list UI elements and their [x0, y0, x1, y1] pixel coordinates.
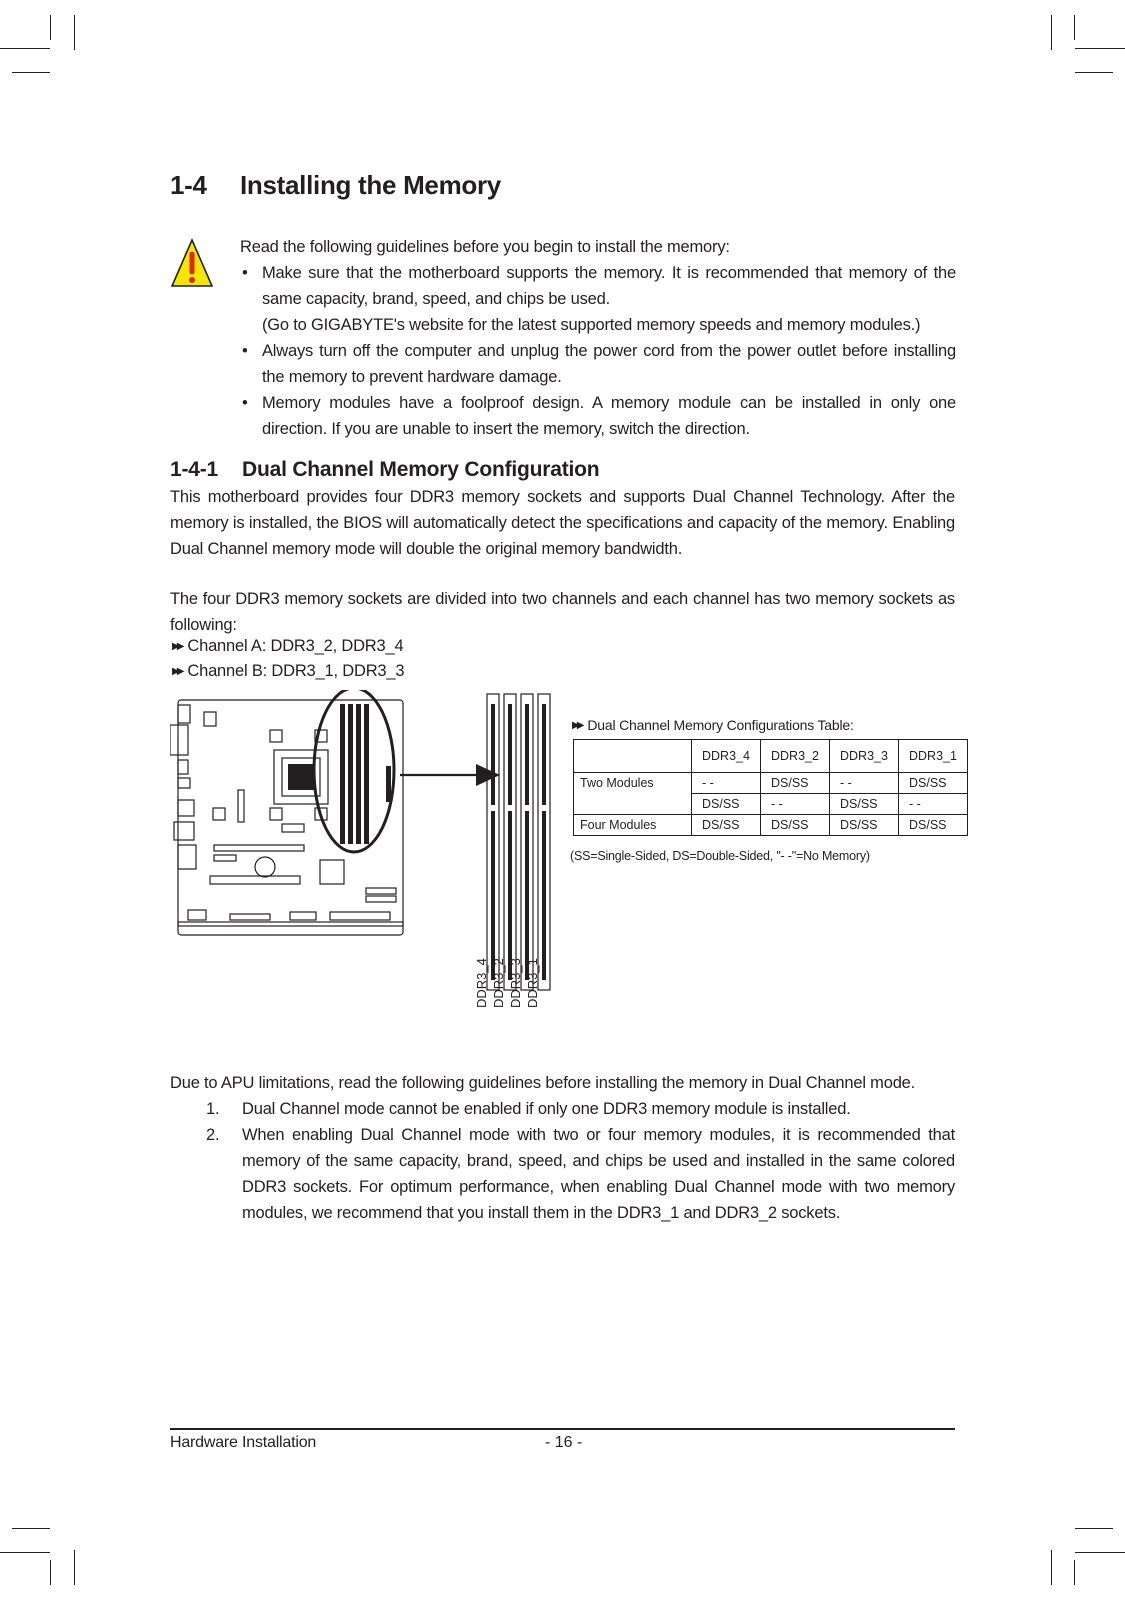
list-number: 2.	[206, 1126, 220, 1144]
channel-text: Channel B: DDR3_1, DDR3_3	[187, 662, 405, 680]
page-number: - 16 -	[545, 1434, 583, 1451]
body-paragraph: This motherboard provides four DDR3 memory sockets and supports Dual Channel Technology. After the memory is installed, the BIOS will automatically detect the specifications and capacity of the memory. Enabling Dual Channel memory mode will double the original memory bandwidth.	[170, 488, 955, 558]
crop-mark	[1074, 1560, 1075, 1585]
warning-intro: Read the following guidelines before you begin to install the memory:	[240, 238, 730, 256]
crop-mark	[1051, 15, 1052, 50]
slot-label-ddr3-1: DDR3_1	[525, 958, 540, 1008]
bullet-text: Memory modules have a foolproof design. A memory module can be installed in only one direction. If you are unable to insert the memory, switch the direction.	[262, 394, 956, 438]
table-header-cell: DDR3_3	[830, 740, 899, 773]
table-header-cell: DDR3_2	[761, 740, 830, 773]
warning-bullet-list	[240, 260, 956, 442]
apu-intro: Due to APU limitations, read the following guidelines before installing the memory in Dual Channel mode.	[170, 1074, 916, 1092]
list-text: Dual Channel mode cannot be enabled if only one DDR3 memory module is installed.	[242, 1100, 851, 1118]
crop-mark	[1075, 72, 1113, 73]
table-title-text: Dual Channel Memory Configurations Table:	[587, 717, 854, 733]
table-header-cell: DDR3_4	[692, 740, 761, 773]
section-heading	[170, 170, 501, 201]
table-cell: Four Modules	[574, 815, 692, 836]
list-text: When enabling Dual Channel mode with two or four memory modules, it is recommended that memory of the same capacity, brand, speed, and chips be used and installed in the same colored DDR3 sockets. For optimum performance, when enabling Dual Channel mode with two memory modules, we recommend that you install them in the DDR3_1 and DDR3_2 sockets.	[242, 1126, 955, 1222]
table-cell: - -	[761, 794, 830, 815]
table-cell: - -	[692, 773, 761, 794]
subsection-number: 1-4-1	[170, 458, 219, 481]
subsection-heading	[170, 458, 599, 482]
table-cell: DS/SS	[899, 815, 968, 836]
warning-bullet	[240, 338, 956, 390]
double-arrow-icon: ▶▶	[572, 720, 582, 731]
section-number: 1-4	[170, 170, 207, 200]
channel-item	[172, 637, 403, 656]
table-cell: DS/SS	[830, 794, 899, 815]
apu-guidelines	[170, 1070, 955, 1226]
crop-mark	[74, 1550, 75, 1585]
double-arrow-icon: ▶▶	[172, 641, 182, 652]
warning-bullet	[240, 390, 956, 442]
list-number: 1.	[206, 1100, 220, 1118]
table-cell: - -	[899, 794, 968, 815]
table-title	[572, 717, 854, 733]
channel-text: Channel A: DDR3_2, DDR3_4	[187, 637, 404, 655]
crop-mark	[1074, 15, 1075, 40]
crop-mark	[12, 1528, 50, 1529]
crop-mark	[74, 15, 75, 50]
bullet-note: (Go to GIGABYTE's website for the latest supported memory speeds and memory modules.)	[262, 316, 921, 334]
apu-list	[170, 1096, 955, 1226]
crop-mark	[50, 15, 51, 40]
crop-mark	[12, 72, 50, 73]
footer-chapter: Hardware Installation	[170, 1434, 317, 1451]
bullet-text: Make sure that the motherboard supports the memory. It is recommended that memory of the same capacity, brand, speed, and chips be used.	[262, 264, 956, 308]
table-header-cell: DDR3_1	[899, 740, 968, 773]
table-row	[574, 794, 968, 815]
memory-config-table	[573, 739, 968, 836]
warning-guidelines	[240, 234, 956, 442]
bullet-text: Always turn off the computer and unplug the power cord from the power outlet before installing the memory to prevent hardware damage.	[262, 342, 956, 386]
crop-mark	[1051, 1550, 1052, 1585]
motherboard-diagram	[170, 690, 430, 950]
warning-icon	[170, 238, 214, 296]
slot-label-ddr3-4: DDR3_4	[474, 958, 489, 1008]
list-item	[170, 1122, 955, 1226]
footer-rule	[170, 1428, 955, 1430]
crop-mark	[1075, 1528, 1113, 1529]
table-row	[574, 773, 968, 794]
table-cell: DS/SS	[692, 815, 761, 836]
table-row	[574, 815, 968, 836]
section-title: Installing the Memory	[240, 170, 501, 200]
table-header-row	[574, 740, 968, 773]
body-paragraph: The four DDR3 memory sockets are divided into two channels and each channel has two memory sockets as following:	[170, 590, 955, 634]
warning-bullet	[240, 260, 956, 338]
crop-mark	[0, 48, 50, 49]
table-legend: (SS=Single-Sided, DS=Double-Sided, "- -"=No Memory)	[570, 849, 870, 863]
subsection-title: Dual Channel Memory Configuration	[242, 458, 600, 481]
crop-mark	[0, 1552, 50, 1553]
crop-mark	[50, 1560, 51, 1585]
table-cell: DS/SS	[899, 773, 968, 794]
table-header-cell	[574, 740, 692, 773]
table-cell: DS/SS	[830, 815, 899, 836]
table-cell: Two Modules	[574, 773, 692, 794]
slot-label-ddr3-3: DDR3_3	[508, 958, 523, 1008]
table-cell: DS/SS	[761, 815, 830, 836]
table-cell: DS/SS	[761, 773, 830, 794]
channel-item	[172, 662, 404, 681]
crop-mark	[1075, 48, 1125, 49]
crop-mark	[1075, 1552, 1125, 1553]
table-cell: DS/SS	[692, 794, 761, 815]
table-cell	[574, 794, 692, 815]
table-cell: - -	[830, 773, 899, 794]
slot-label-ddr3-2: DDR3_2	[491, 958, 506, 1008]
list-item	[170, 1096, 955, 1122]
double-arrow-icon: ▶▶	[172, 666, 182, 677]
